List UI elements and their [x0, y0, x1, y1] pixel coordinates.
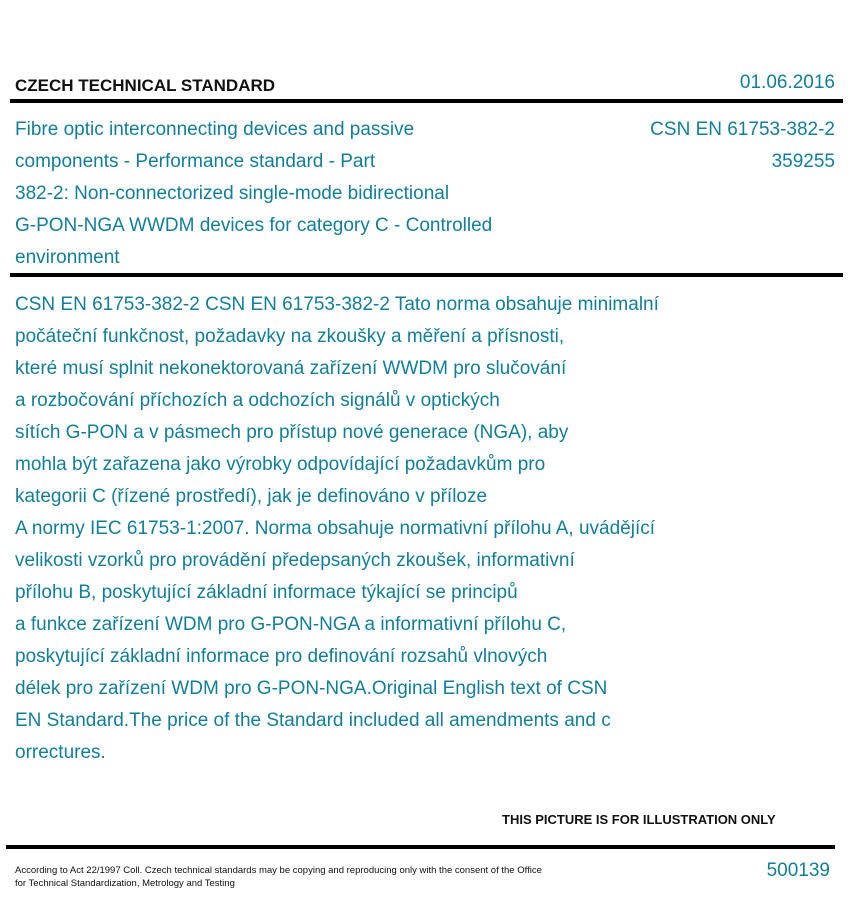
standard-code: CSN EN 61753-382-2 [650, 119, 835, 140]
legal-notice [15, 864, 595, 890]
description-line: přílohu B, poskytující základní informace týkající se principů [15, 582, 518, 603]
catalog-number: 359255 [771, 151, 835, 172]
legal-notice-line: According to Act 22/1997 Coll. Czech technical standards may be copying and reproducing only with the consent of the Office [15, 865, 542, 876]
description-line: EN Standard.The price of the Standard included all amendments and c [15, 710, 611, 731]
publication-date: 01.06.2016 [739, 72, 835, 93]
description-line: sítích G-PON a v pásmech pro přístup nové generace (NGA), aby [15, 422, 569, 443]
standard-codes [650, 114, 835, 178]
description-line: délek pro zařízení WDM pro G-PON-NGA.Original English text of CSN [15, 678, 608, 699]
document-type-label: CZECH TECHNICAL STANDARD [15, 76, 276, 95]
title-line: G-PON-NGA WWDM devices for category C - Controlled [15, 215, 493, 236]
description-line: mohla být zařazena jako výrobky odpovídající požadavkům pro [15, 454, 546, 475]
description-line: orrectures. [15, 742, 106, 763]
title-divider [10, 273, 843, 277]
description-line: a funkce zařízení WDM pro G-PON-NGA a informativní přílohu C, [15, 614, 567, 635]
footer-code: 500139 [766, 860, 830, 881]
description-line: a rozbočování příchozích a odchozích signálů v optických [15, 390, 500, 411]
description-line: kategorii C (řízené prostředí), jak je definováno v příloze [15, 486, 488, 507]
illustration-disclaimer: THIS PICTURE IS FOR ILLUSTRATION ONLY [502, 812, 776, 827]
standard-title [15, 114, 575, 274]
legal-notice-line: for Technical Standardization, Metrology and Testing [15, 878, 235, 889]
footer-divider [6, 845, 835, 849]
header-divider [10, 99, 843, 103]
title-line: 382-2: Non-connectorized single-mode bidirectional [15, 183, 450, 204]
description-line: velikosti vzorků pro provádění předepsaných zkoušek, informativní [15, 550, 575, 571]
description-line: které musí splnit nekonektorovaná zařízení WWDM pro slučování [15, 358, 567, 379]
title-line: Fibre optic interconnecting devices and passive [15, 119, 415, 140]
description-line: CSN EN 61753-382-2 CSN EN 61753-382-2 Tato norma obsahuje minimalní [15, 294, 659, 315]
description-line: poskytující základní informace pro definování rozsahů vlnových [15, 646, 548, 667]
description-line: počáteční funkčnost, požadavky na zkoušky a měření a přísnosti, [15, 326, 565, 347]
standard-description [15, 289, 785, 769]
description-line: A normy IEC 61753-1:2007. Norma obsahuje normativní přílohu A, uvádějící [15, 518, 656, 539]
title-line: components - Performance standard - Part [15, 151, 376, 172]
title-line: environment [15, 247, 120, 268]
